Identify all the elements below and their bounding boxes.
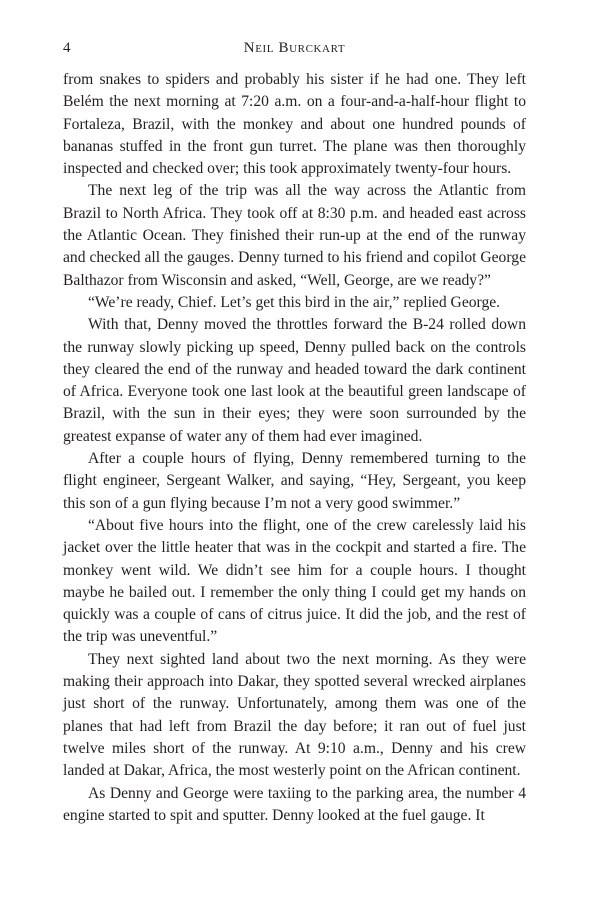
paragraph: The next leg of the trip was all the way across the Atlantic from Brazil to North Africa. They took off at 8:30 p.m. and headed east across the Atlantic Ocean. They finished their run-up at the end of the runway and checked all the gauges. Denny turned to his friend and copilot George Balthazor from Wisconsin and asked, “Well, George, are we ready?”	[63, 182, 526, 289]
paragraph: “About five hours into the flight, one of the crew carelessly laid his jacket over the little heater that was in the cockpit and started a fire. The monkey went wild. We didn’t see him for a couple hours. I thought maybe he bailed out. I remember the only thing I could get my hands on quickly was a couple of cans of citrus juice. It did the job, and the rest of the trip was uneventful.”	[63, 516, 526, 646]
running-head	[63, 36, 526, 60]
running-head-author: Neil Burckart	[243, 40, 346, 56]
paragraph: As Denny and George were taxiing to the parking area, the number 4 engine started to spit and sputter. Denny looked at the fuel gauge. It	[63, 784, 526, 824]
paragraph: from snakes to spiders and probably his sister if he had one. They left Belém the next morning at 7:20 a.m. on a four-and-a-half-hour flight to Fortaleza, Brazil, with the monkey and about one hundred pounds of bananas stuffed in the front gun turret. The plane was then thoroughly inspected and checked over; this took approximately twenty-four hours.	[63, 71, 526, 178]
page-number: 4	[63, 40, 71, 56]
book-page	[63, 36, 526, 827]
paragraph: They next sighted land about two the next morning. As they were making their approach into Dakar, they spotted several wrecked airplanes just short of the runway. Unfortunately, among them was one of the planes that had left from Brazil the day before; it ran out of fuel just twelve miles short of the runway. At 9:10 a.m., Denny and his crew landed at Dakar, Africa, the most westerly point on the African continent.	[63, 650, 526, 780]
paragraph: “We’re ready, Chief. Let’s get this bird in the air,” replied George.	[88, 293, 501, 311]
paragraph: After a couple hours of flying, Denny remembered turning to the flight engineer, Sergeant Walker, and saying, “Hey, Sergeant, you keep this son of a gun flying because I’m not a very good swimmer.”	[63, 450, 526, 512]
body-text	[63, 69, 526, 827]
paragraph: With that, Denny moved the throttles forward the B-24 rolled down the runway slowly picking up speed, Denny pulled back on the controls they cleared the end of the runway and headed toward the dark continent of Africa. Everyone took one last look at the beautiful green landscape of Brazil, with the sun in their eyes; they were soon surrounded by the greatest expanse of water any of them had ever imagined.	[63, 316, 526, 445]
